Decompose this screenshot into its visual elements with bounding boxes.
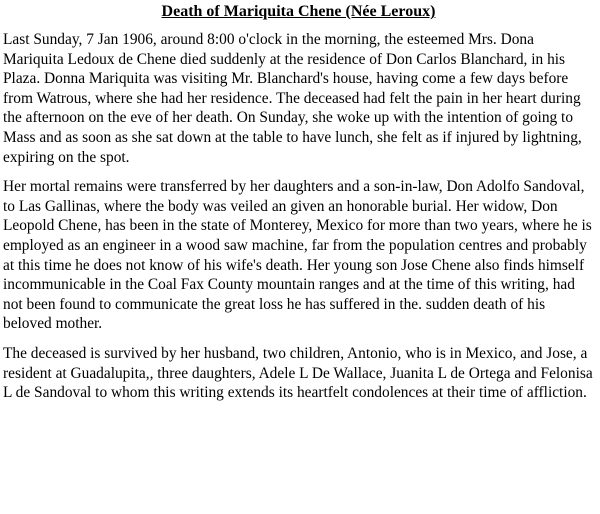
paragraph-survivors: The deceased is survived by her husband, two children, Antonio, who is in Mexico, and Jose, a resident at Guadalupita,, three daughters, Adele L De Wallace, Juanita L de Ortega and Felonisa L de Sandoval to whom this writing extends its heartfelt condolences at their time of affliction. bbox=[3, 344, 593, 402]
article-title: Death of Mariquita Chene (Née Leroux) bbox=[161, 3, 436, 20]
paragraph-death-account: Last Sunday, 7 Jan 1906, around 8:00 o'clock in the morning, the esteemed Mrs. Dona Mariquita Ledoux de Chene died suddenly at the residence of Don Carlos Blanchard, in his Plaza. Donna Mariquita was visiting Mr. Blanchard's house, having come a few days before from Watrous, where she had her residence. The deceased had felt the pain in her heart during the afternoon on the eve of her death. On Sunday, she woke up with the intention of going to Mass and as soon as she sat down at the table to have lunch, she felt as if injured by lightning, expiring on the spot. bbox=[3, 31, 582, 166]
paragraph-burial: Her mortal remains were transferred by her daughters and a son-in-law, Don Adolfo Sandoval, to Las Gallinas, where the body was veiled an given an honorable burial. Her widow, Don Leopold Chene, has been in the state of Monterey, Mexico for more than two years, where he is employed as an engineer in a wood saw machine, far from the population centres and probably at this time he does not know of his wife's death. Her young son Jose Chene also finds himself incommunicable in the Coal Fax County mountain ranges and at the time of this writing, had not been found to communicate the great loss he has suffered in the. sudden death of his beloved mother. bbox=[3, 178, 592, 333]
